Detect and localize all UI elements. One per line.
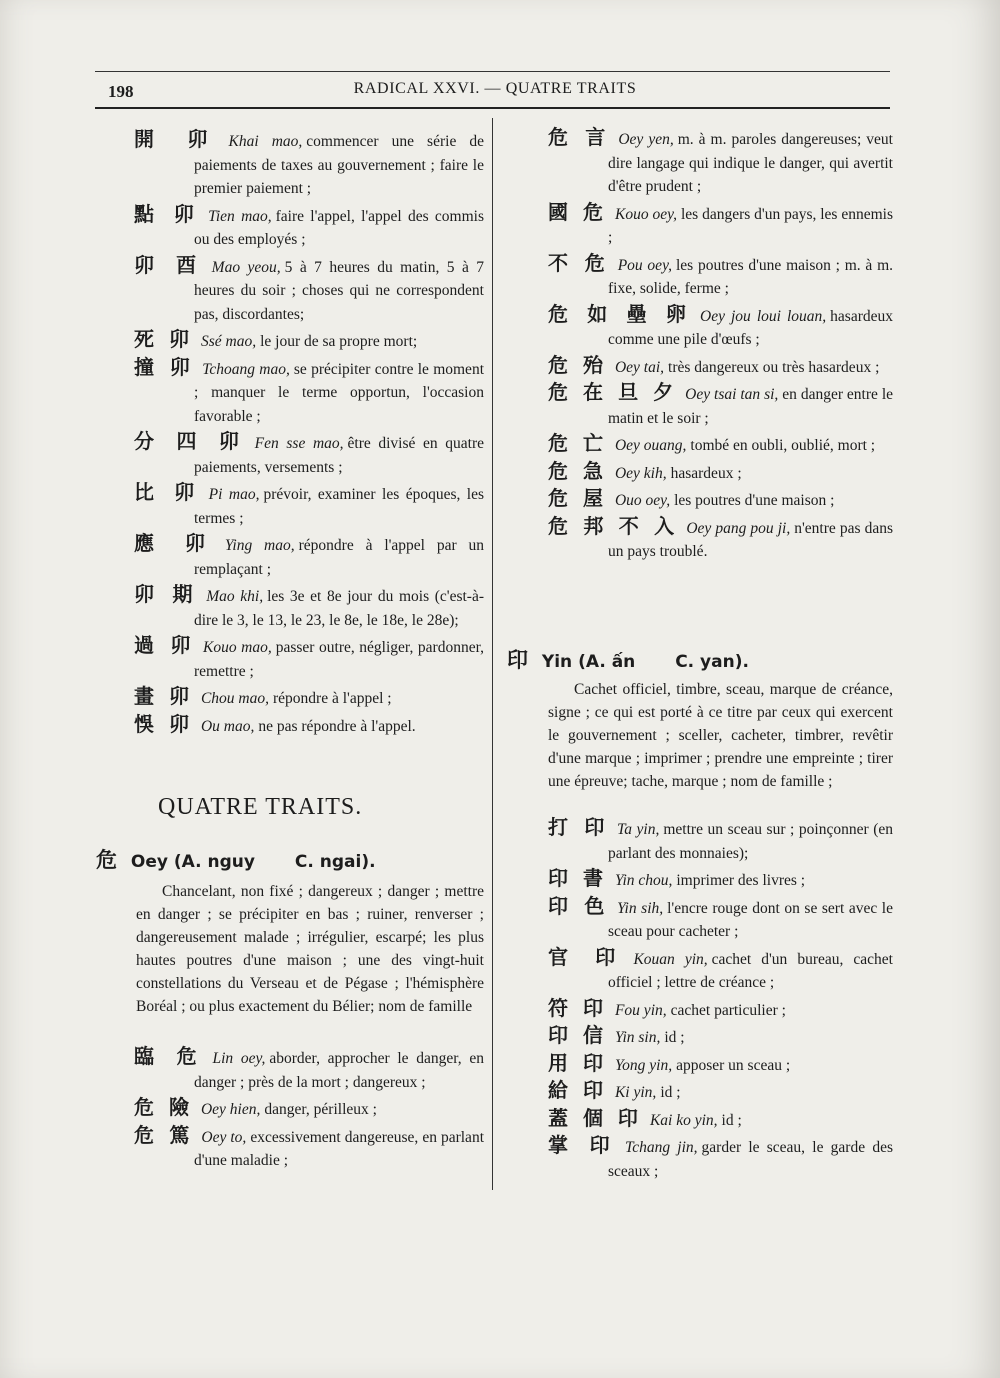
dictionary-entry	[548, 946, 893, 995]
entry-romanization: Kouan yin,	[633, 950, 708, 968]
header-rule	[95, 107, 890, 109]
entry-romanization: Ou mao,	[200, 717, 255, 735]
entry-characters: 蓋 個 印	[548, 1105, 642, 1130]
entry-romanization: Mao yeou,	[211, 258, 281, 276]
entry-definition: le jour de sa propre mort;	[260, 333, 418, 350]
entry-characters: 給 印	[548, 1078, 607, 1102]
entry-romanization: Tien mao,	[208, 207, 272, 225]
dictionary-entry	[134, 685, 484, 711]
dictionary-entry	[134, 634, 484, 683]
dictionary-entry	[548, 895, 893, 944]
dictionary-entry	[548, 126, 893, 199]
definition-yin: Cachet officiel, timbre, sceau, marque de créance, signe ; ce qui est porté à ce titre par ceux qui exercent le gouvernement ; sceller, cacheter, timbrer, revêtir d'une marque ; imprimer ; prendre une empreinte ; tirer une épreuve; tache, marque ; nom de famille ;	[548, 681, 893, 790]
entry-romanization: Tchoang mao,	[202, 360, 290, 378]
dictionary-entry	[548, 252, 893, 301]
entry-definition: passer outre, négliger, pardonner, remettre ;	[194, 639, 484, 680]
dictionary-entry	[548, 515, 893, 564]
entry-characters: 臨 危	[134, 1044, 205, 1068]
dictionary-entry	[134, 430, 484, 479]
running-head: RADICAL XXVI. — QUATRE TRAITS	[353, 80, 637, 97]
entry-romanization: Khai mao,	[228, 133, 303, 150]
entry-romanization: Oey jou loui louan,	[700, 307, 827, 325]
entry-definition: commencer une série de paiements de taxes au gouvernement ; faire le premier paiement ;	[194, 133, 485, 197]
entry-definition: hasardeux comme une pile d'œufs ;	[608, 307, 893, 348]
entry-characters: 掌 印	[548, 1133, 617, 1157]
entry-definition: mettre un sceau sur ; poinçonner (en parlant des monnaies);	[608, 821, 894, 862]
entry-characters: 分 四 卯	[134, 429, 247, 453]
dictionary-entry	[134, 356, 484, 429]
entry-romanization: Yin sin,	[614, 1029, 661, 1046]
dictionary-entry	[134, 203, 484, 252]
entry-definition: apposer un sceau ;	[676, 1056, 791, 1074]
entry-characters: 危 亡	[548, 431, 607, 455]
entry-romanization: Yin sih,	[617, 899, 664, 917]
dictionary-entry	[548, 432, 893, 458]
entry-definition: les poutres d'une maison ;	[674, 492, 835, 509]
entry-definition: prévoir, examiner les époques, les termes ;	[194, 486, 485, 527]
entry-characters: 危 險	[134, 1095, 193, 1119]
entry-definition: l'encre rouge dont on se sert avec le sceau pour cacheter ;	[608, 899, 893, 940]
entry-characters: 用 印	[548, 1050, 607, 1075]
entry-romanization: Pi mao,	[208, 486, 260, 503]
entry-definition: garder le sceau, le garde des sceaux ;	[608, 1139, 893, 1180]
entry-characters: 危 如 壘 卵	[548, 301, 692, 326]
entry-characters: 撞 卯	[134, 354, 195, 379]
definition-oey: Chancelant, non fixé ; dangereux ; danger ; mettre en danger ; se précipiter en bas ; ruiner, renverser ; dangereusement malade ; irrégulier, escarpé; les plus hautes poutres d'une maison ; une des vingt-huit constellations du Verseau et de Pégase ; l'hémisphère Boréal ; ou plus exactement du Bélier; nom de famille	[136, 883, 484, 1015]
entry-characters: 死 卯	[134, 327, 193, 351]
entry-romanization: Yin chou,	[614, 872, 673, 889]
entry-romanization: Lin oey,	[212, 1050, 266, 1067]
entry-characters: 印 信	[548, 1023, 607, 1047]
entry-romanization: Ta yin,	[617, 821, 660, 838]
dictionary-entry	[548, 303, 893, 352]
entry-romanization: Ying mao,	[224, 537, 295, 554]
entry-definition: les 3e et 8e jour du mois (c'est-à-dire le 3, le 13, le 23, le 8e, le 18e, le 28e);	[194, 588, 484, 629]
entry-romanization: Ouo oey,	[614, 492, 671, 509]
entry-definition: répondre à l'appel par un remplaçant ;	[194, 537, 484, 578]
entry-characters: 畫 卯	[134, 684, 193, 708]
entry-romanization: Kai ko yin,	[649, 1111, 718, 1129]
entry-characters: 卯 酉	[134, 252, 204, 277]
entry-romanization: Oey tsai tan si,	[685, 386, 779, 403]
dictionary-entry	[134, 128, 484, 201]
entry-definition: cachet d'un bureau, cachet officiel ; lettre de créance ;	[608, 950, 893, 991]
dictionary-entry	[548, 1079, 893, 1105]
entry-characters: 危 在 旦 夕	[548, 380, 678, 404]
headword-oey	[96, 844, 376, 874]
headword-annamite: Yin (A. ấn	[541, 652, 636, 672]
entry-romanization: Oey pang pou ji,	[686, 519, 791, 537]
entry-definition: cachet particulier ;	[670, 1001, 786, 1019]
dictionary-entry	[134, 1045, 484, 1094]
entry-characters: 官 印	[548, 944, 626, 969]
entry-romanization: Ssé mao,	[200, 333, 257, 350]
entry-definition: ne pas répondre à l'appel.	[258, 717, 416, 735]
entry-characters: 危 殆	[548, 352, 607, 377]
entry-romanization: Chou mao,	[200, 690, 270, 707]
dictionary-entry	[548, 1107, 893, 1133]
dictionary-entry	[134, 713, 484, 739]
entry-romanization: Fen sse mao,	[254, 435, 344, 452]
dictionary-entry	[548, 381, 893, 430]
headword-cantonese: C. ngai).	[294, 852, 376, 872]
entry-definition: tombé en oubli, oublié, mort ;	[690, 437, 876, 454]
entry-romanization: Oey kih,	[614, 464, 667, 482]
entry-definition: m. à m. paroles dangereuses; veut dire langage qui indique le danger, qui avertit d'être prudent ;	[608, 131, 893, 195]
dictionary-entry	[134, 254, 484, 327]
entry-characters: 危 屋	[548, 486, 607, 510]
entry-characters: 悞 卯	[134, 711, 193, 736]
entry-definition: danger, périlleux ;	[264, 1101, 377, 1118]
dictionary-entry	[134, 583, 484, 632]
entry-characters: 點 卯	[134, 201, 201, 226]
right-column-entries	[548, 126, 893, 566]
headword-character: 印	[507, 648, 528, 672]
entry-romanization: Yong yin,	[614, 1056, 673, 1074]
entry-characters: 過 卯	[134, 633, 196, 657]
dictionary-entry	[548, 997, 893, 1023]
dictionary-entry	[134, 1096, 484, 1122]
entry-definition: id ;	[660, 1084, 681, 1101]
headword-yin	[507, 644, 749, 674]
dictionary-entry	[548, 487, 893, 513]
entry-characters: 危 急	[548, 458, 607, 483]
entry-definition: répondre à l'appel ;	[273, 690, 392, 707]
entry-romanization: Kouo oey,	[614, 205, 677, 223]
entry-definition: très dangereux ou très hasardeux ;	[668, 358, 880, 376]
column-divider	[492, 118, 493, 1190]
entry-romanization: Kouo mao,	[203, 639, 272, 656]
entry-definition: faire l'appel, l'appel des commis ou des employés ;	[194, 207, 484, 248]
entry-definition: n'entre pas dans un pays troublé.	[608, 519, 893, 560]
left-column-entries	[134, 128, 484, 740]
left-column-entries-2	[134, 1045, 484, 1175]
dictionary-entry	[548, 201, 893, 250]
entry-definition: être divisé en quatre paiements, versements ;	[194, 435, 484, 476]
entry-characters: 比 卯	[134, 480, 201, 504]
entry-definition: excessivement dangereuse, en parlant d'une maladie ;	[194, 1128, 484, 1169]
dictionary-entry	[134, 328, 484, 354]
entry-definition: en danger entre le matin et le soir ;	[608, 386, 894, 427]
entry-romanization: Oey ouang,	[614, 437, 687, 454]
headword-character: 危	[96, 848, 117, 872]
entry-romanization: Mao khi,	[206, 588, 264, 605]
entry-romanization: Ki yin,	[614, 1084, 657, 1101]
entry-definition: aborder, approcher le danger, en danger ; près de la mort ; dangereux ;	[194, 1050, 484, 1091]
entry-characters: 應 卯	[134, 531, 217, 555]
entry-romanization: Oey hien,	[200, 1101, 261, 1118]
entry-romanization: Oey tai,	[614, 358, 665, 376]
entry-romanization: Fou yin,	[614, 1001, 667, 1019]
entry-characters: 印 色	[548, 893, 610, 918]
dictionary-entry	[134, 1124, 484, 1173]
entry-characters: 不 危	[548, 250, 610, 275]
entry-definition: id ;	[721, 1111, 742, 1129]
dictionary-entry	[548, 1024, 893, 1050]
entry-characters: 印 書	[548, 866, 607, 890]
dictionary-entry	[548, 1052, 893, 1078]
entry-characters: 打 印	[548, 815, 610, 839]
entry-definition: les poutres d'une maison ; m. à m. fixe, solide, ferme ;	[608, 256, 894, 297]
entry-characters: 開 卯	[134, 127, 221, 151]
dictionary-entry	[134, 481, 484, 530]
top-rule	[95, 71, 890, 72]
dictionary-entry	[548, 1134, 893, 1183]
entry-definition: imprimer des livres ;	[676, 872, 806, 889]
entry-romanization: Oey yen,	[618, 131, 674, 148]
page-number: 198	[108, 82, 134, 101]
dictionary-entry	[548, 867, 893, 893]
headword-annamite: Oey (A. nguy	[130, 852, 255, 872]
entry-characters: 危 篤	[134, 1122, 194, 1147]
entry-definition: 5 à 7 heures du matin, 5 à 7 heures du soir ; choses qui ne correspondent pas, discordantes;	[194, 258, 485, 323]
dictionary-entry	[134, 532, 484, 581]
entry-characters: 卯 期	[134, 582, 199, 606]
entry-definition: hasardeux ;	[670, 464, 742, 482]
dictionary-entry	[548, 460, 893, 486]
dictionary-entry	[548, 816, 893, 865]
entry-romanization: Oey to,	[201, 1128, 247, 1146]
entry-characters: 危 言	[548, 125, 611, 149]
entry-characters: 國 危	[548, 199, 607, 224]
entry-characters: 危 邦 不 入	[548, 513, 679, 538]
dictionary-entry	[548, 354, 893, 380]
right-column-entries-2	[548, 816, 893, 1185]
headword-cantonese: C. yan).	[675, 652, 749, 672]
entry-definition: id ;	[664, 1029, 685, 1046]
entry-romanization: Tchang jin,	[625, 1139, 698, 1156]
entry-romanization: Pou oey,	[617, 256, 672, 274]
entry-definition: les dangers d'un pays, les ennemis ;	[608, 205, 893, 246]
section-title: QUATRE TRAITS.	[158, 794, 363, 820]
entry-definition: se précipiter contre le moment ; manquer le terme opportun, l'occasion favorable ;	[194, 360, 484, 425]
entry-characters: 符 印	[548, 995, 607, 1020]
